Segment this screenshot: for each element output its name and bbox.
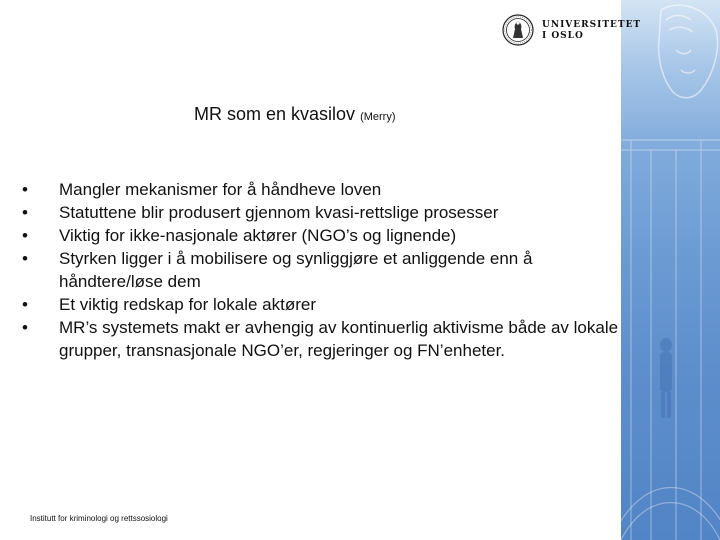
bullet-text: Statuttene blir produsert gjennom kvasi-rettslige prosesser	[59, 203, 499, 222]
bullet-icon: •	[22, 203, 28, 222]
list-item	[22, 247, 622, 293]
bullet-text: Et viktig redskap for lokale aktører	[59, 295, 316, 314]
bullet-list	[22, 178, 622, 362]
list-item	[22, 201, 622, 224]
slide-title	[194, 104, 396, 125]
bullet-icon: •	[22, 226, 28, 245]
bullet-text: Viktig for ikke-nasjonale aktører (NGO’s og lignende)	[59, 226, 457, 245]
bullet-icon: •	[22, 249, 28, 268]
side-decoration	[621, 0, 720, 540]
university-seal-icon	[502, 14, 534, 46]
list-item	[22, 178, 622, 201]
bullet-icon: •	[22, 295, 28, 314]
bullet-text: MR’s systemets makt er avhengig av kontinuerlig aktivisme både av lokale grupper, transnasjonale NGO’er, regjeringer og FN’enheter.	[59, 318, 619, 360]
slide-title-main: MR som en kvasilov	[194, 104, 356, 124]
list-item	[22, 224, 622, 247]
bullet-icon: •	[22, 180, 28, 199]
list-item	[22, 293, 622, 316]
bullet-text: Mangler mekanismer for å håndheve loven	[59, 180, 382, 199]
bullet-text: Styrken ligger i å mobilisere og synliggjøre et anliggende enn å håndtere/løse dem	[59, 249, 533, 291]
slide-title-source: (Merry)	[360, 111, 396, 123]
university-name	[542, 20, 641, 42]
university-name-line2: I OSLO	[542, 31, 584, 41]
list-item	[22, 316, 622, 362]
side-decoration-panel	[621, 0, 720, 540]
footer-institute: Institutt for kriminologi og rettssosiologi	[30, 514, 168, 523]
bullet-icon: •	[22, 318, 28, 337]
university-name-line1: UNIVERSITETET	[542, 20, 642, 30]
university-logo	[502, 14, 642, 50]
